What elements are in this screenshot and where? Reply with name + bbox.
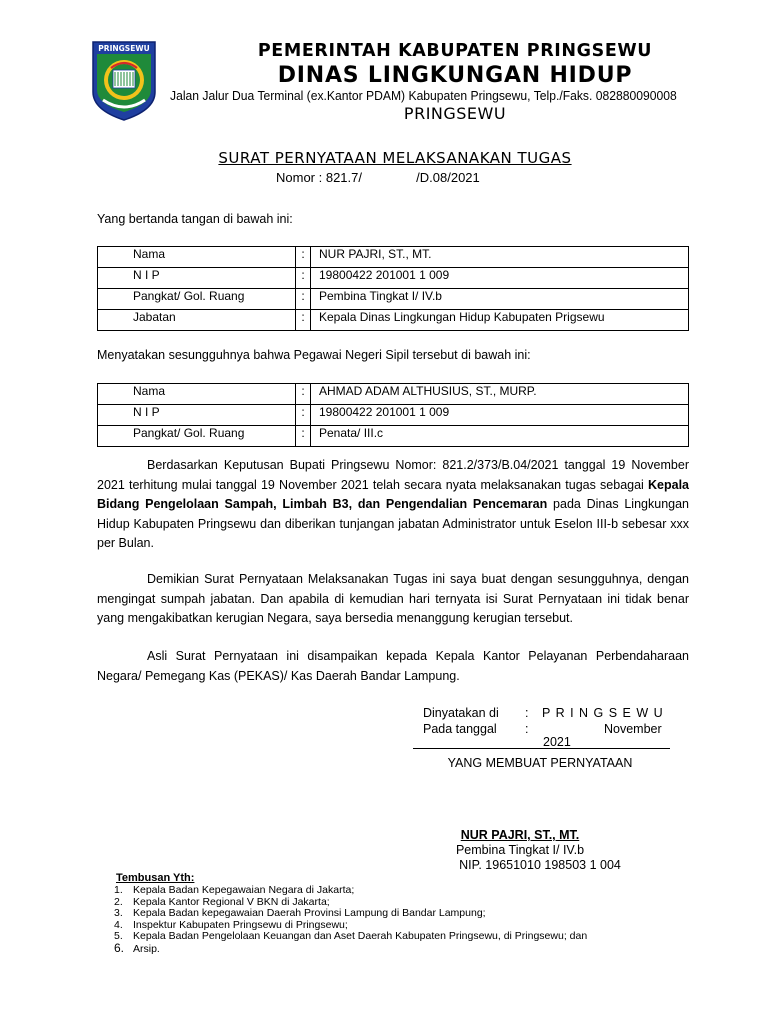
cc-number: 3. [114, 907, 123, 919]
table-row [98, 405, 689, 426]
maker-caption: YANG MEMBUAT PERNYATAAN [447, 756, 633, 770]
date-month: November [604, 722, 662, 736]
cc-list [114, 885, 587, 955]
logo-text: PRINGSEWU [98, 44, 150, 53]
header-address: Jalan Jalur Dua Terminal (ex.Kantor PDAM) Kabupaten Pringsewu, Telp./Faks. 082880090008 [170, 88, 677, 103]
signer-nip: NIP. 19651010 198503 1 004 [459, 858, 621, 872]
intro-text: Yang bertanda tangan di bawah ini: [97, 212, 293, 226]
row-value: Kepala Dinas Lingkungan Hidup Kabupaten Prigsewu [311, 310, 689, 331]
row-label: N I P [98, 405, 296, 426]
row-colon: : [296, 268, 311, 289]
row-colon: : [296, 247, 311, 268]
row-value: Penata/ III.c [311, 426, 689, 447]
paragraph-decision [97, 456, 689, 554]
signer-table [97, 246, 689, 331]
cc-heading: Tembusan Yth: [116, 872, 195, 884]
row-colon: : [296, 310, 311, 331]
cc-text: Kepala Badan kepegawaian Daerah Provinsi Lampung di Bandar Lampung; [133, 907, 486, 919]
header-government: PEMERINTAH KABUPATEN PRINGSEWU [257, 41, 653, 61]
cc-text: Kepala Kantor Regional V BKN di Jakarta; [133, 895, 330, 908]
signer-name: NUR PAJRI, ST., MT. [460, 828, 580, 842]
row-colon: : [296, 384, 311, 405]
row-label: Nama [98, 247, 296, 268]
place-colon: : [525, 706, 529, 720]
row-label: Pangkat/ Gol. Ruang [98, 289, 296, 310]
paragraph-declaration [97, 570, 689, 629]
cc-number: 6. [114, 940, 125, 955]
table-row [98, 426, 689, 447]
table-row [98, 247, 689, 268]
signer-rank: Pembina Tingkat I/ IV.b [455, 843, 585, 857]
cc-text: Inspektur Kabupaten Pringsewu di Pringsewu; [133, 918, 348, 931]
table-row [98, 310, 689, 331]
date-divider [413, 748, 670, 749]
row-label: Nama [98, 384, 296, 405]
row-label: Pangkat/ Gol. Ruang [98, 426, 296, 447]
table-row [98, 384, 689, 405]
row-colon: : [296, 289, 311, 310]
cc-number: 5. [114, 930, 123, 942]
row-value: Pembina Tingkat I/ IV.b [311, 289, 689, 310]
para1-text: Berdasarkan Keputusan Bupati Pringsewu Nomor: 821.2/373/B.04/2021 tanggal 19 November 2021 terhitung mulai tanggal 19 November 2021 telah secara nyata melaksanakan tugas sebagai [97, 458, 689, 492]
place-label: Dinyatakan di [423, 706, 499, 720]
row-value: AHMAD ADAM ALTHUSIUS, ST., MURP. [311, 384, 689, 405]
letter-title: SURAT PERNYATAAN MELAKSANAKAN TUGAS [218, 149, 572, 167]
pringsewu-crest-logo [91, 40, 157, 122]
date-label: Pada tanggal [423, 722, 497, 736]
position-title: Kepala Bidang Pengelolaan Sampah, Limbah B3, dan Pengendalian Pencemaran [97, 477, 689, 511]
header-city: PRINGSEWU [403, 104, 507, 123]
para1-text-end: pada Dinas Lingkungan Hidup Kabupaten Pringsewu dan diberikan tunjangan jabatan Administrator untuk Eselon III-b sebesar xxx per Bulan. [97, 497, 690, 550]
place-value: P R I N G S E W U [542, 706, 664, 720]
row-colon: : [296, 405, 311, 426]
paragraph-original [97, 647, 689, 686]
statement-text: Menyatakan sesungguhnya bahwa Pegawai Negeri Sipil tersebut di bawah ini: [97, 348, 531, 362]
row-label: N I P [98, 268, 296, 289]
date-colon: : [525, 722, 529, 736]
para2-text: Demikian Surat Pernyataan Melaksanakan Tugas ini saya buat dengan sesungguhnya, dengan mengingat sumpah jabatan. Dan apabila di kemudian hari ternyata isi Surat Pernyataan ini tidak benar yang mengakibatkan kerugian Negara, saya bersedia menanggung kerugian tersebut. [97, 572, 689, 625]
cc-number: 2. [114, 895, 123, 908]
list-item [114, 940, 587, 956]
list-item [114, 931, 587, 943]
letter-number: Nomor : 821.7/ /D.08/2021 [276, 170, 480, 185]
row-value: 19800422 201001 1 009 [311, 405, 689, 426]
cc-text: Arsip. [133, 942, 160, 955]
header-agency: DINAS LINGKUNGAN HIDUP [277, 63, 633, 88]
row-value: NUR PAJRI, ST., MT. [311, 247, 689, 268]
row-label: Jabatan [98, 310, 296, 331]
cc-number: 1. [114, 884, 123, 896]
table-row [98, 268, 689, 289]
cc-text: Kepala Badan Pengelolaan Keuangan dan Aset Daerah Kabupaten Pringsewu, di Pringsewu; dan [133, 930, 588, 942]
cc-number: 4. [114, 918, 123, 931]
table-row [98, 289, 689, 310]
row-value: 19800422 201001 1 009 [311, 268, 689, 289]
para3-text: Asli Surat Pernyataan ini disampaikan kepada Kepala Kantor Pelayanan Perbendaharaan Negara/ Pemegang Kas (PEKAS)/ Kas Daerah Bandar Lampung. [97, 649, 689, 683]
cc-text: Kepala Badan Kepegawaian Negara di Jakarta; [133, 884, 355, 896]
row-colon: : [296, 426, 311, 447]
date-year: 2021 [543, 735, 571, 749]
employee-table [97, 383, 689, 447]
